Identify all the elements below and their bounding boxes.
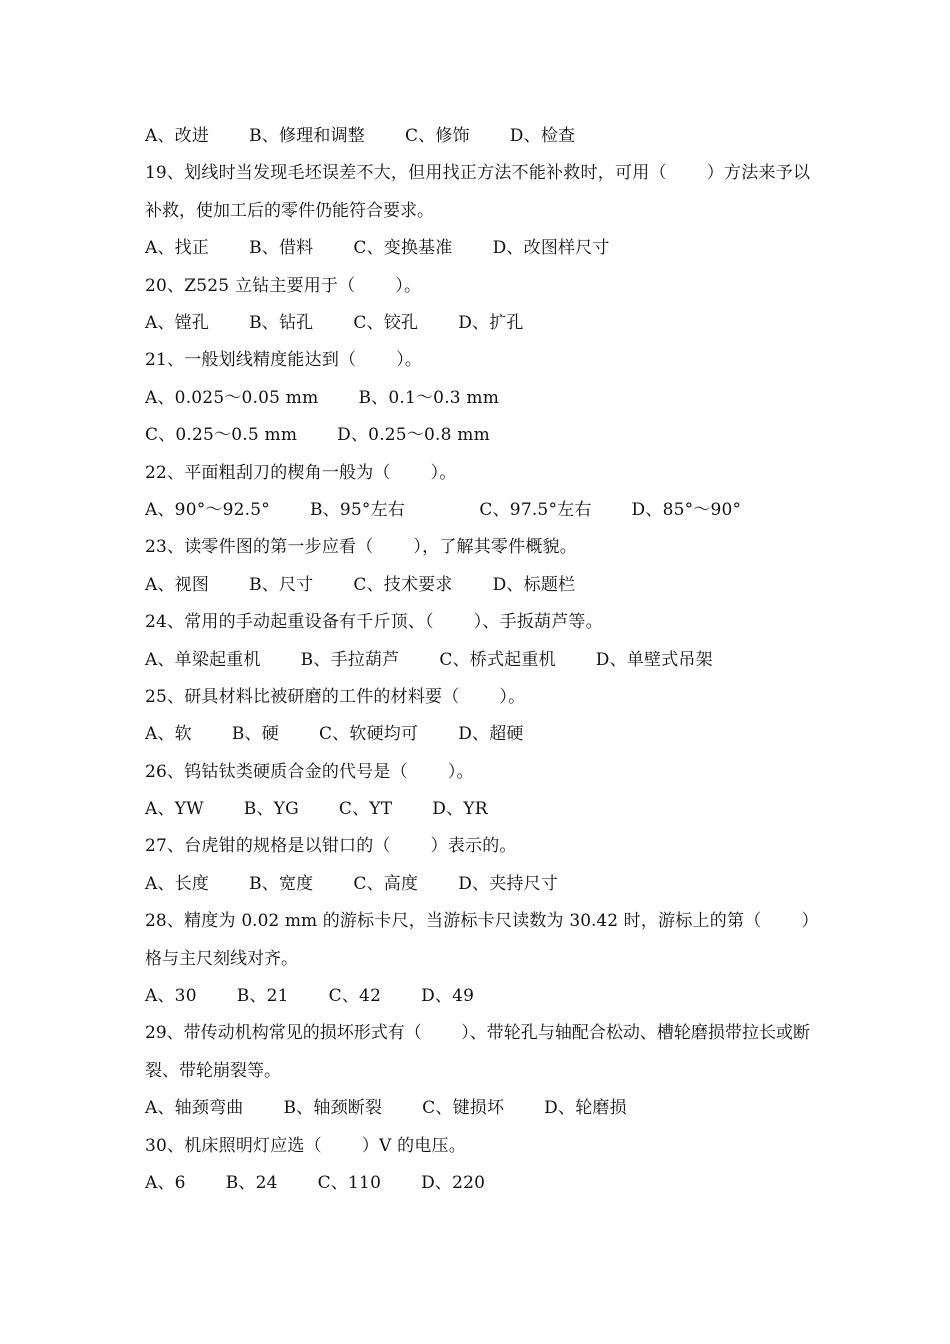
options-line: A、30 B、21 C、42 D、49 — [145, 986, 475, 1007]
options-line: C、0.25～0.5 mm D、0.25～0.8 mm — [145, 425, 490, 446]
question-26: 26、钨钴钛类硬质合金的代号是（ ）。 — [145, 761, 474, 782]
question-24: 24、常用的手动起重设备有千斤顶、（ ）、手扳葫芦等。 — [145, 612, 603, 633]
question-21: 21、一般划线精度能达到（ ）。 — [145, 350, 423, 371]
options-line: A、镗孔 B、钻孔 C、铰孔 D、扩孔 — [145, 312, 524, 333]
question-25: 25、研具材料比被研磨的工件的材料要（ ）。 — [145, 686, 526, 707]
options-line: A、找正 B、借料 C、变换基准 D、改图样尺寸 — [145, 238, 610, 259]
options-line: A、改进 B、修理和调整 C、修饰 D、检查 — [145, 126, 576, 146]
question-27: 27、台虎钳的规格是以钳口的（ ）表示的。 — [145, 836, 517, 857]
options-line: A、0.025～0.05 mm B、0.1～0.3 mm — [145, 387, 500, 408]
options-line: A、单梁起重机 B、手拉葫芦 C、桥式起重机 D、单壁式吊架 — [145, 649, 713, 670]
exam-page — [145, 118, 810, 1202]
question-19: 19、划线时当发现毛坯误差不大，但用找正方法不能补救时，可用（ ）方法来予以补救，使加工后的零件仍能符合要求。 — [145, 163, 810, 221]
question-28: 28、精度为 0.02 mm 的游标卡尺，当游标卡尺读数为 30.42 时，游标上的第（ ）格与主尺刻线对齐。 — [145, 911, 810, 969]
question-22: 22、平面粗刮刀的楔角一般为（ ）。 — [145, 462, 457, 483]
question-29: 29、带传动机构常见的损坏形式有（ ）、带轮孔与轴配合松动、槽轮磨损带拉长或断裂、带轮崩裂等。 — [145, 1023, 810, 1081]
options-line: A、6 B、24 C、110 D、220 — [145, 1173, 486, 1194]
question-30: 30、机床照明灯应选（ ）V 的电压。 — [145, 1135, 466, 1156]
question-23: 23、读零件图的第一步应看（ ），了解其零件概貌。 — [145, 537, 577, 558]
options-line: A、视图 B、尺寸 C、技术要求 D、标题栏 — [145, 574, 576, 595]
options-line: A、轴颈弯曲 B、轴颈断裂 C、键损坏 D、轮磨损 — [145, 1098, 627, 1119]
options-line: A、长度 B、宽度 C、高度 D、夹持尺寸 — [145, 873, 559, 894]
question-20: 20、Z525 立钻主要用于（ ）。 — [145, 275, 422, 296]
options-line: A、软 B、硬 C、软硬均可 D、超硬 — [145, 724, 524, 745]
options-line: A、YW B、YG C、YT D、YR — [145, 799, 488, 820]
options-line: A、90°～92.5° B、95°左右 C、97.5°左右 D、85°～90° — [145, 499, 742, 520]
